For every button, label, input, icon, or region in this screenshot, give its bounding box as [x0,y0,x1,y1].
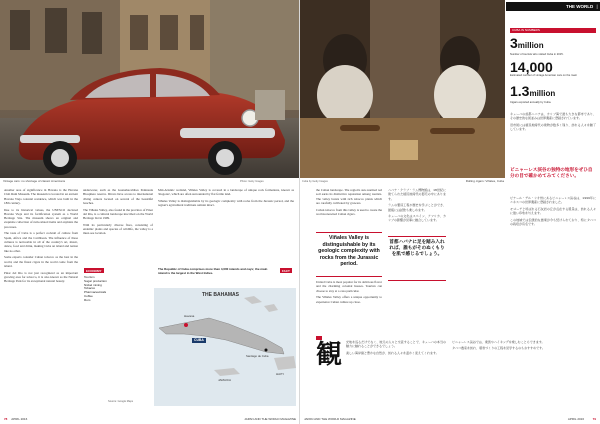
paragraph: Another area of significance in Havana is the Havana Club Rum Museum. The museum is located in an ancient Havana Vieja colonial residence, which was built in the 18th century. [4,188,78,205]
right-footer [304,417,596,421]
left-column-2 [83,188,153,238]
left-column-1 [4,188,78,286]
paragraph: Some experts consider Cuban tobacco as the best in the world, and the finest cigars in the world come from the island. [4,255,78,268]
section-title: THE WORLD [566,4,594,9]
footer-magazine-left: JAPAN AND THE WORLD MAGAZINE [244,417,296,421]
jp-column-mid [388,188,446,225]
facts-box-text: The Republic of Cuba comprises more than 4,000 islands and cays; the main island is the largest in the West Indies. [158,267,268,275]
right-page [300,0,600,424]
footer-magazine-right: JAPAN AND THE WORLD MAGAZINE [304,417,356,421]
jp-pull-rule-top [388,236,446,237]
paragraph: the Cuban landscape. The region's sun-warmed red soil earns its distinctive reputation among tourists. The valley bursts with rich tobacco plants which are carefully cultivated by growers. [316,188,382,205]
economy-item: Sugar production [84,278,107,283]
stat-unit: million [517,41,544,50]
jp-paragraph: ラムの製造工程や歴史を学ぶことができ、最後には試飲も楽しめます。 [388,203,446,212]
footer-date-left: APRIL 2016 [11,417,28,421]
economy-item: Pharmaceuticals [84,290,107,295]
stat-desc: Cigars exported annually by Cuba. [510,101,552,104]
right-column-1 [316,188,382,219]
jp-paragraph: キューバの文化はスペイン、アフリカ、カリブの影響が見事に融合しています。 [388,214,446,223]
section-subtitle: CUBA [506,13,519,18]
stat-number: 1.3 [510,83,530,99]
paragraph: Cuban tobacco from this valley is used to create the world-renowned Cuban cigars. [316,207,382,216]
photo-caption-right: Rolling cigars: Viñales, Cuba [465,179,504,183]
jp-paragraph: 美しい海岸線と豊かな自然が、訪れる人々を温かく迎えてくれます。 [346,350,439,355]
vintage-car-image [0,0,300,178]
map-credit: Source: Google Maps [108,400,134,403]
stat-desc: Number of tourists who visited Cuba in 2015. [510,53,564,56]
vintage-car-photo [0,0,300,178]
paragraph: The Viñales Valley, also found in the province of Pinar del Rio, is a cultural landscape inscribed on the World Heritage list in 1999. [83,207,153,221]
stat-cigars [510,84,598,104]
jp-paragraph: この地域では伝統的な農業が今も続けられており、特にタバコの栽培が有名です。 [510,217,596,227]
jp-column-right-top [510,112,596,134]
cigar-rolling-image [300,0,505,178]
economy-item: Tourism [84,275,95,279]
paragraph: Viñales Valley is distinguishable by its geologic complexity with rocks from the Jurassic period, and the region's agricultural traditions remain intact. [158,198,294,208]
paragraph: underwater, such as the Guanahacabibes Peninsula Biosphere reserve. Divers have access to international diving centers located on several of the beautiful beaches. [83,188,153,205]
map-label-haiti: HAITI [276,372,284,376]
jp-paragraph: 光地を巡るだけでなく、地元の人々と交流することで、キューバの本当の魅力に触れることができるでしょう。 [346,340,446,349]
jp-paragraph: 旧市街には植民地時代の建物が数多く残り、訪れる人々を魅了しています。 [510,122,596,132]
map-label-jamaica: JAMAICA [218,378,232,382]
pull-quote-rule-top [316,232,382,233]
paragraph: Mid-Atlantic wetland, Viñales Valley is covered in a landscape of unique rock formations, known as 'mogotes', which are often surrounded by flat fertile land. [158,188,294,197]
economy-box-list [84,276,150,303]
paragraph: Due to its historical values, the UNESCO declared Havana Vieja and its fortification system as a World Heritage Site. The museum shows an original and exquisite collection of rum-related items and explains the processes. [4,207,78,229]
left-column-3 [158,188,294,210]
stat-cars [510,60,598,77]
jp-paragraph: キューバの首都ハバナは、カリブ海で最も大きな都市であり、その歴史的な街並みは世界遺産に登録されています。 [510,112,596,121]
jp-pull-quote: 首都ハバナに足を踏み入れれば、誰もがそのぬくもりを肌で感じるでしょう。 [389,240,445,258]
kanji-drop-cap: 観 [316,340,343,370]
paragraph: With its particularly diverse flora, consisting of endemic plants and species of wildlife, the valley is a must-see location. [83,222,153,236]
stat-number: 14,000 [510,59,553,75]
paragraph: Pinar del Rio is not just recognized as an important growing area for tobacco, it is also known as the Natural Heritage Park for its exceptional natural beauty. [4,270,78,284]
cuba-map [154,288,296,406]
page-number-right: 79 [592,417,596,421]
cigar-photo [300,0,505,178]
jp-paragraph: ピナール・デル・リオ州にあるビニャーレス渓谷は、1999年にユネスコの世界遺産に登録されました。 [510,196,596,205]
stat-number: 3 [510,35,518,51]
jp-pull-quote-red: ビニャーレス渓谷の独特の地形をぜひ自分の目で確かめてみてください。 [510,168,593,180]
paragraph: The Viñales Valley offers a unique opportunity to experience Cuban culture up close. [316,295,382,304]
economy-item: Coffee [84,293,93,298]
map-label-havana: Havana [184,314,195,318]
section-header [506,2,600,18]
stat-tourists [510,36,598,56]
right-column-1b [316,280,382,306]
page-number-left: 78 [4,417,8,421]
jp-column-bottom-right [452,340,596,353]
photo-credit-right: Cuba by Getty Images [302,180,328,183]
paragraph: The taste of Cuba is a perfect cocktail of culture from Spain, Africa and the Caribbean. The influence of these cultures is noticeable in all of the country's art, music, dance, food and drink, making Cuba an island and nation like no other. [4,231,78,253]
economy-item: Rum [84,297,91,302]
cuba-map-svg [154,288,296,406]
photo-credit: Photo: Getty Images [240,180,264,183]
left-footer [4,417,296,421]
drop-cap-marker [316,336,322,340]
map-label-cuba: CUBA [194,338,204,342]
jp-pull-rule-bottom [388,280,446,281]
jp-paragraph: ビニャーレス渓谷では、乗馬やハイキングを楽しむこともできます。 [452,340,545,344]
pull-quote-rule-bottom [316,276,382,277]
jp-paragraph: タバコ農家を訪れ、葉巻づくりの工程を見学するのもおすすめです。 [452,346,545,351]
map-label-bahamas: THE BAHAMAS [202,292,239,298]
economy-box-title: ECONOMY [86,268,102,273]
footer-date-right: APRIL 2016 [567,417,584,421]
map-label-santiago: Santiago de Cuba [246,354,269,358]
jp-paragraph: モゴーテと呼ばれる石灰岩の丘が点在する風景は、訪れる人々に強い印象を与えます。 [510,206,596,216]
stat-unit: million [529,89,556,98]
photo-caption: Vintage cars: no shortage of classic Americans [3,179,66,183]
jp-column-bottom-left [346,340,446,357]
economy-item: Nickel mining [84,282,102,287]
jp-column-right-bottom [510,196,596,228]
stats-header: CUBA IN NUMBERS [510,28,596,33]
facts-box-title: FACT [282,268,290,273]
paragraph: United Cuba is most popular for its delicious flavor and the charming colonial houses. Tourists can choose to stay at a casa particular. [316,280,382,293]
economy-item: Tobacco [84,286,96,291]
stat-desc: Estimated number of vintage American cars on the road. [510,74,578,77]
pull-quote: Viñales Valley is distinguishable by its geologic complexity with rocks from the Jurassic period. [318,235,380,268]
jp-paragraph: ハバナ・クラブ・ラム博物館は、18世紀に建てられた植民地時代の邸宅の中にあります。 [388,188,446,201]
section-divider: | [596,4,598,9]
